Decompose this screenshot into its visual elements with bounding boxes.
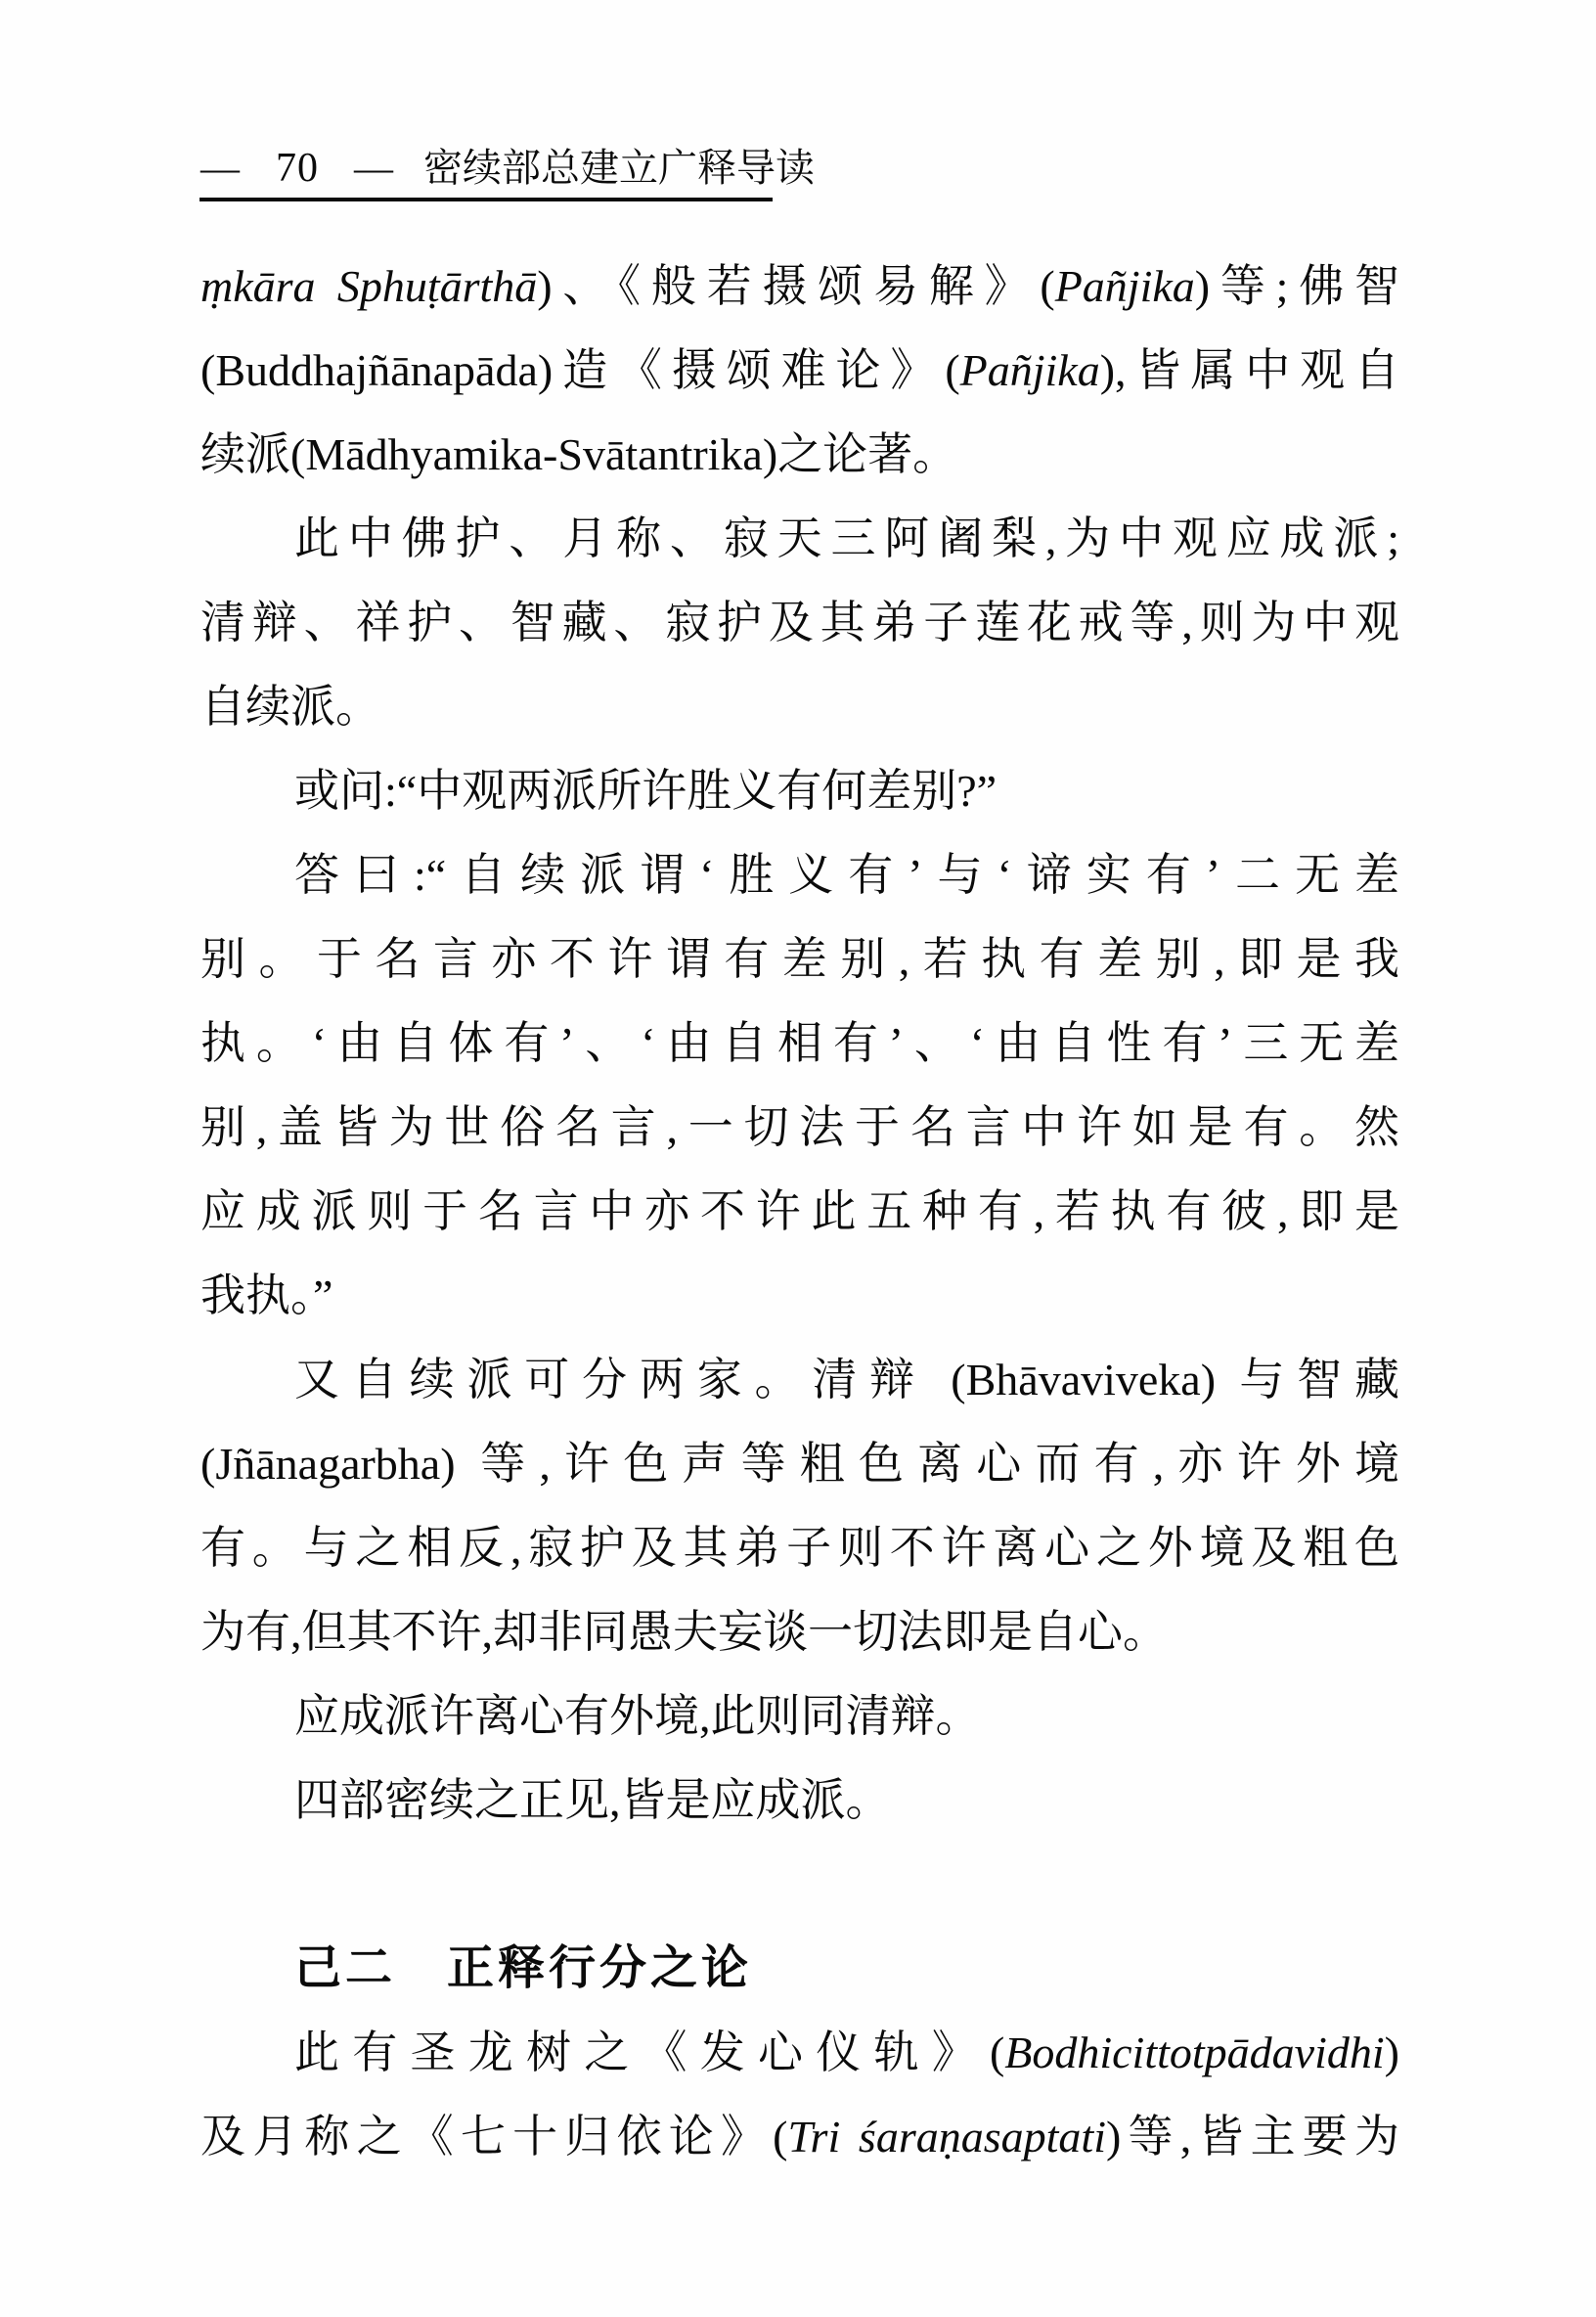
text-line — [200, 413, 1399, 497]
text-line — [200, 1254, 1399, 1338]
cjk-text-segment: 己二 正释行分之论 — [294, 1942, 753, 1994]
blank-line — [200, 1843, 1399, 1927]
cjk-text-segment: 四部密续之正见,皆是应成派。 — [294, 1775, 891, 1825]
cjk-text-segment: 及月称之《七十归依论》( — [200, 2112, 788, 2161]
text-line — [200, 1002, 1399, 1086]
sanskrit-text-segment: Pañjika — [959, 345, 1100, 395]
cjk-text-segment: 答曰:“自续派谓‘胜义有’与‘谛实有’二无差 — [294, 850, 1399, 900]
cjk-text-segment: ) 与智藏 — [1200, 1355, 1399, 1404]
running-header — [200, 145, 815, 192]
sanskrit-text-segment: Buddhajñānapāda — [215, 345, 538, 395]
text-line — [200, 749, 1399, 833]
cjk-text-segment: )、《般若摄颂易解》( — [537, 261, 1055, 311]
cjk-text-segment: 为有,但其不许,却非同愚夫妄谈一切法即是自心。 — [200, 1607, 1168, 1657]
text-line — [200, 665, 1399, 749]
header-rule — [200, 198, 773, 201]
cjk-text-segment: 此有圣龙树之《发心仪轨》( — [294, 2027, 1005, 2077]
cjk-text-segment: ) 等,许色声等粗色离心而有,亦许外境 — [440, 1439, 1399, 1489]
text-line — [200, 2011, 1399, 2095]
cjk-text-segment: )等,皆主要为 — [1105, 2112, 1399, 2161]
sanskrit-text-segment: Tri śaraṇasaptati — [787, 2112, 1106, 2161]
cjk-text-segment: ( — [200, 1439, 216, 1489]
book-title: 密续部总建立广释导读 — [423, 146, 815, 190]
text-line — [200, 1590, 1399, 1674]
text-line — [200, 329, 1399, 413]
sanskrit-text-segment: ṃkāra Sphuṭārthā — [200, 261, 538, 311]
sanskrit-text-segment: Pañjika — [1054, 261, 1195, 311]
sanskrit-text-segment: Bhāvaviveka — [965, 1355, 1201, 1404]
text-line — [200, 497, 1399, 581]
text-line — [200, 1170, 1399, 1254]
cjk-text-segment: 执。‘由自体有’、‘由自相有’、‘由自性有’三无差 — [200, 1018, 1399, 1068]
cjk-text-segment: 又自续派可分两家。清辩 ( — [294, 1355, 966, 1404]
cjk-text-segment: 续派( — [200, 429, 306, 479]
cjk-text-segment: 别。于名言亦不许谓有差别,若执有差别,即是我 — [200, 934, 1399, 984]
cjk-text-segment: 清辩、祥护、智藏、寂护及其弟子莲花戒等,则为中观 — [200, 598, 1399, 647]
sanskrit-text-segment: Bodhicittotpādavidhi — [1004, 2027, 1385, 2077]
text-line — [200, 917, 1399, 1002]
text-line — [200, 1422, 1399, 1506]
text-line — [200, 2095, 1399, 2179]
header-right-dash: — — [354, 146, 394, 190]
sanskrit-text-segment: Mādhyamika-Svātantrika — [305, 429, 763, 479]
cjk-text-segment: ),皆属中观自 — [1099, 345, 1399, 395]
sanskrit-text-segment: Jñānagarbha — [215, 1439, 441, 1489]
cjk-text-segment: 应成派许离心有外境,此则同清辩。 — [294, 1691, 981, 1741]
text-line — [200, 1338, 1399, 1422]
cjk-text-segment: 自续派。 — [200, 682, 380, 732]
cjk-text-segment: )造《摄颂难论》( — [537, 345, 960, 395]
text-line — [200, 1674, 1399, 1759]
text-line — [200, 245, 1399, 329]
cjk-text-segment: )之论著。 — [762, 429, 958, 479]
text-line — [200, 1086, 1399, 1170]
cjk-text-segment: 我执。” — [200, 1270, 333, 1320]
cjk-text-segment: 或问:“中观两派所许胜义有何差别?” — [294, 766, 998, 816]
header-left-dash: — — [200, 146, 241, 190]
text-line — [200, 1759, 1399, 1843]
cjk-text-segment: 此中佛护、月称、寂天三阿阇梨,为中观应成派; — [294, 513, 1399, 563]
text-line — [200, 833, 1399, 917]
text-line — [200, 581, 1399, 665]
text-line — [200, 1506, 1399, 1590]
cjk-text-segment: ) — [1384, 2027, 1399, 2077]
section-heading — [200, 1927, 1399, 2011]
cjk-text-segment: ( — [200, 345, 216, 395]
cjk-text-segment: 应成派则于名言中亦不许此五种有,若执有彼,即是 — [200, 1186, 1399, 1236]
body-text — [200, 245, 1399, 2179]
cjk-text-segment: 别,盖皆为世俗名言,一切法于名言中许如是有。然 — [200, 1102, 1399, 1152]
cjk-text-segment: 有。与之相反,寂护及其弟子则不许离心之外境及粗色 — [200, 1523, 1399, 1573]
page-number: 70 — [276, 146, 319, 191]
cjk-text-segment: )等;佛智 — [1194, 261, 1399, 311]
